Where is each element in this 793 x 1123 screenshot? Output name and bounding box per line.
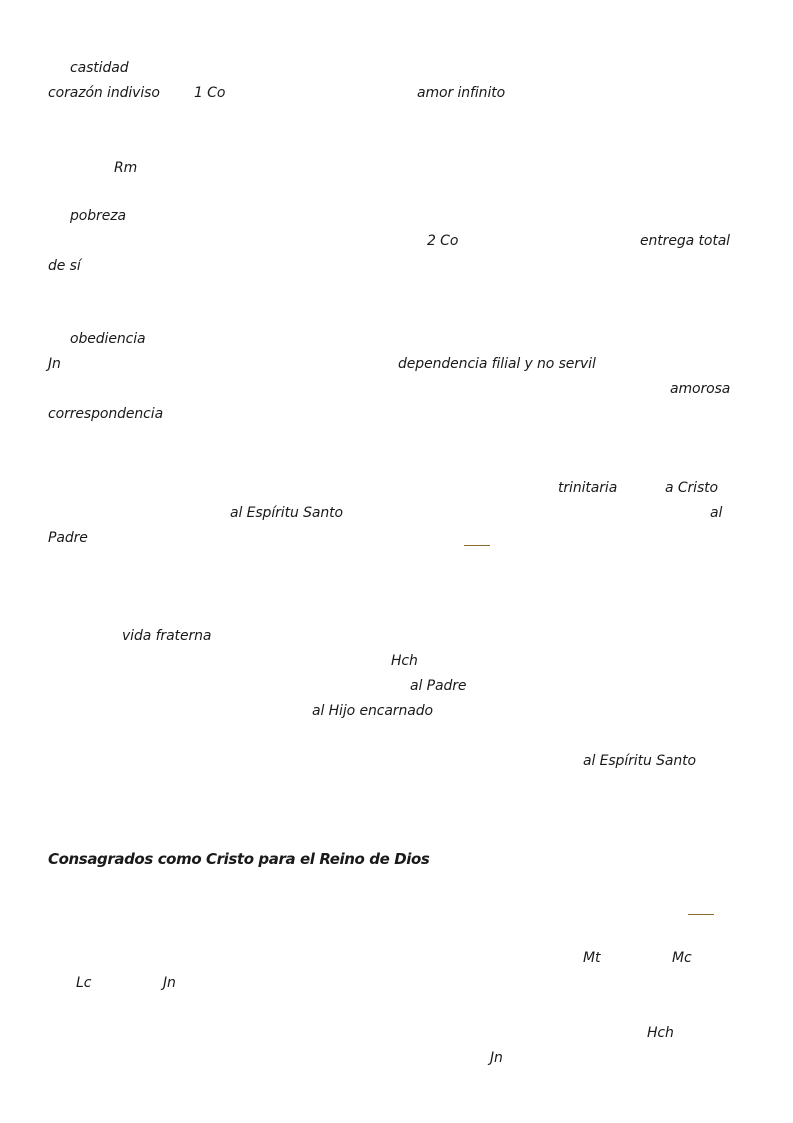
text-al-padre: al Padre — [410, 678, 467, 694]
footnote-mark-2[interactable] — [688, 914, 714, 915]
ref-lc: Lc — [76, 975, 92, 991]
ref-jn-3: Jn — [490, 1050, 503, 1066]
ref-1co: 1 Co — [194, 85, 226, 101]
text-de-si: de sí — [48, 258, 81, 274]
text-amorosa: amorosa — [670, 381, 731, 397]
ref-hch-2: Hch — [647, 1025, 674, 1041]
text-obediencia: obediencia — [70, 331, 146, 347]
text-castidad: castidad — [70, 60, 129, 76]
text-vida-fraterna: vida fraterna — [122, 628, 212, 644]
text-padre: Padre — [48, 530, 88, 546]
text-trinitaria: trinitaria — [558, 480, 618, 496]
text-dependencia: dependencia filial y no servil — [398, 356, 596, 372]
text-amor-infinito: amor infinito — [417, 85, 506, 101]
text-correspondencia: correspondencia — [48, 406, 164, 422]
ref-mt: Mt — [583, 950, 601, 966]
text-a-cristo: a Cristo — [665, 480, 718, 496]
text-pobreza: pobreza — [70, 208, 126, 224]
ref-jn-2: Jn — [163, 975, 176, 991]
text-al-espiritu-santo-2: al Espíritu Santo — [583, 753, 696, 769]
text-corazon-indiviso: corazón indiviso — [48, 85, 160, 101]
ref-2co: 2 Co — [427, 233, 459, 249]
text-al: al — [710, 505, 723, 521]
ref-hch-1: Hch — [391, 653, 418, 669]
text-al-espiritu-santo-1: al Espíritu Santo — [230, 505, 343, 521]
ref-mc: Mc — [672, 950, 692, 966]
footnote-mark-1[interactable] — [464, 545, 490, 546]
text-entrega-total: entrega total — [640, 233, 730, 249]
ref-jn-1: Jn — [48, 356, 61, 372]
ref-rm: Rm — [114, 160, 138, 176]
text-al-hijo: al Hijo encarnado — [312, 703, 433, 719]
section-heading: Consagrados como Cristo para el Reino de Dios — [48, 850, 430, 868]
